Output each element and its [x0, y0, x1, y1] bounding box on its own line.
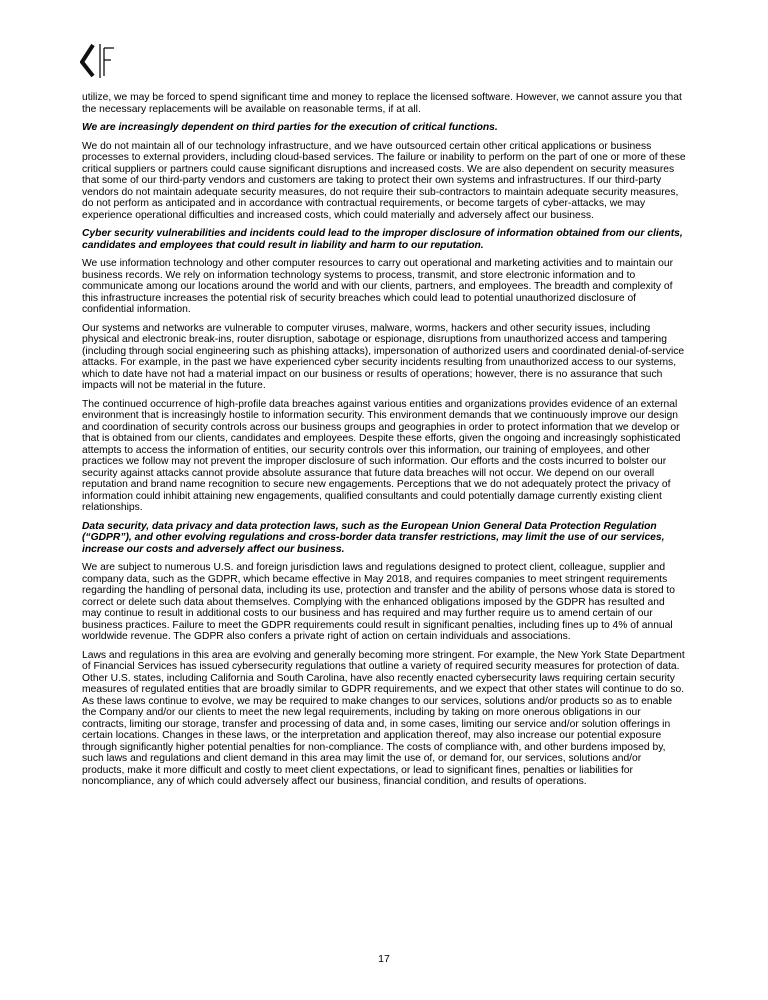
paragraph: We are subject to numerous U.S. and foreign jurisdiction laws and regulations designed to protect client, colleague, supplier and company data, such as the GDPR, which became effective in May 2018, and requires companies to meet stringent requirements regarding the handling of personal data, including its use, protection and transfer and the ability of persons whose data is stored to correct or delete such data about themselves. Complying with the enhanced obligations imposed by the GDPR has resulted and may continue to result in additional costs to our business and has required and may further require us to amend certain of our business practices. Failure to meet the GDPR requirements could result in significant penalties, including fines up to 4% of annual worldwide revenue. The GDPR also confers a private right of action on certain individuals and associations. [82, 562, 676, 642]
section-heading: Data security, data privacy and data protection laws, such as the European Union General Data Protection Regulation (“GDPR”), and other evolving regulations and cross-border data transfer restrictions, may limit the use of our services, increase our costs and adversely affect our business. [82, 520, 665, 555]
section-heading: Cyber security vulnerabilities and incidents could lead to the improper disclosure of information obtained from our clients, candidates and employees that could result in liability and harm to our reputation. [82, 228, 683, 251]
paragraph: utilize, we may be forced to spend significant time and money to replace the licensed software. However, we cannot assure you that the necessary replacements will be available on reasonable terms, if at all. [82, 92, 682, 115]
paragraph: We do not maintain all of our technology infrastructure, and we have outsourced certain other critical applications or business processes to external providers, including cloud-based services. The failure or inability to perform on the part of one or more of these critical suppliers or partners could cause significant disruptions and increased costs. We are also dependent on security measures that some of our third-party vendors and customers are taking to protect their own systems and infrastructures. If our third-party vendors do not maintain adequate security measures, do not require their sub-contractors to maintain adequate security measures, do not perform as anticipated and in accordance with contractual requirements, or become targets of cyber-attacks, we may experience operational difficulties and increased costs, which could materially and adversely affect our business. [82, 140, 686, 221]
page-number: 17 [378, 953, 390, 965]
paragraph: We use information technology and other computer resources to carry out operational and marketing activities and to maintain our business records. We rely on information technology systems to process, transmit, and store electronic information and to communicate among our locations around the world and with our clients, partners, and employees. The breadth and complexity of this infrastructure increases the potential risk of security breaches which could lead to potential unauthorized disclosure of confidential information. [82, 258, 674, 315]
section-heading: We are increasingly dependent on third parties for the execution of critical functions. [82, 122, 498, 133]
company-logo-icon [80, 42, 120, 80]
paragraph: The continued occurrence of high-profile data breaches against various entities and organizations provides evidence of an external environment that is increasingly hostile to information security. This environment demands that we continuously improve our design and coordination of security controls across our business groups and geographies in order to protect information that we develop or that is obtained from our clients, candidates and employees. Despite these efforts, given the ongoing and increasingly sophisticated attempts to access the information of entities, our security controls over this information, our training of employees, and other practices we follow may not prevent the improper disclosure of such information. Our efforts and the costs incurred to bolster our security against attacks cannot provide absolute assurance that future data breaches will not occur. We depend on our overall reputation and brand name recognition to secure new engagements. Perceptions that we do not adequately protect the privacy of information could inhibit attaining new engagements, qualified consultants and could potentially damage currently existing client relationships. [82, 398, 681, 513]
paragraph: Laws and regulations in this area are evolving and generally becoming more stringent. For example, the New York State Department of Financial Services has issued cybersecurity regulations that outline a variety of required security measures for protection of data. Other U.S. states, including California and South Carolina, have also recently enacted cybersecurity laws requiring certain security measures of regulated entities that are broadly similar to GDPR requirements, and we expect that other states will continue to do so. As these laws continue to evolve, we may be required to make changes to our services, solutions and/or products so as to enable the Company and/or our clients to meet the new legal requirements, including by taking on more onerous obligations in our contracts, limiting our storage, transfer and processing of data and, in some cases, limiting our service and/or solution offerings in certain locations. Changes in these laws, or the interpretation and application thereof, may also increase our potential exposure through significantly higher potential penalties for non-compliance. The costs of compliance with, and other burdens imposed by, such laws and regulations and client demand in this area may limit the use of, or demand for, our services, solutions and/or products, make it more difficult and costly to meet client expectations, or lead to significant fines, penalties or liabilities for noncompliance, any of which could adversely affect our business, financial condition, and results of operations. [82, 649, 685, 787]
document-body [82, 92, 686, 795]
paragraph: Our systems and networks are vulnerable to computer viruses, malware, worms, hackers and other security issues, including physical and electronic break-ins, router disruption, sabotage or espionage, disruptions from unauthorized access and tampering (including through social engineering such as phishing attacks), impersonation of authorized users and coordinated denial-of-service attacks. For example, in the past we have experienced cyber security incidents resulting from unauthorized access to our systems, which to date have not had a material impact on our business or results of operations; however, there is no assurance that such impacts will not be material in the future. [82, 322, 685, 391]
